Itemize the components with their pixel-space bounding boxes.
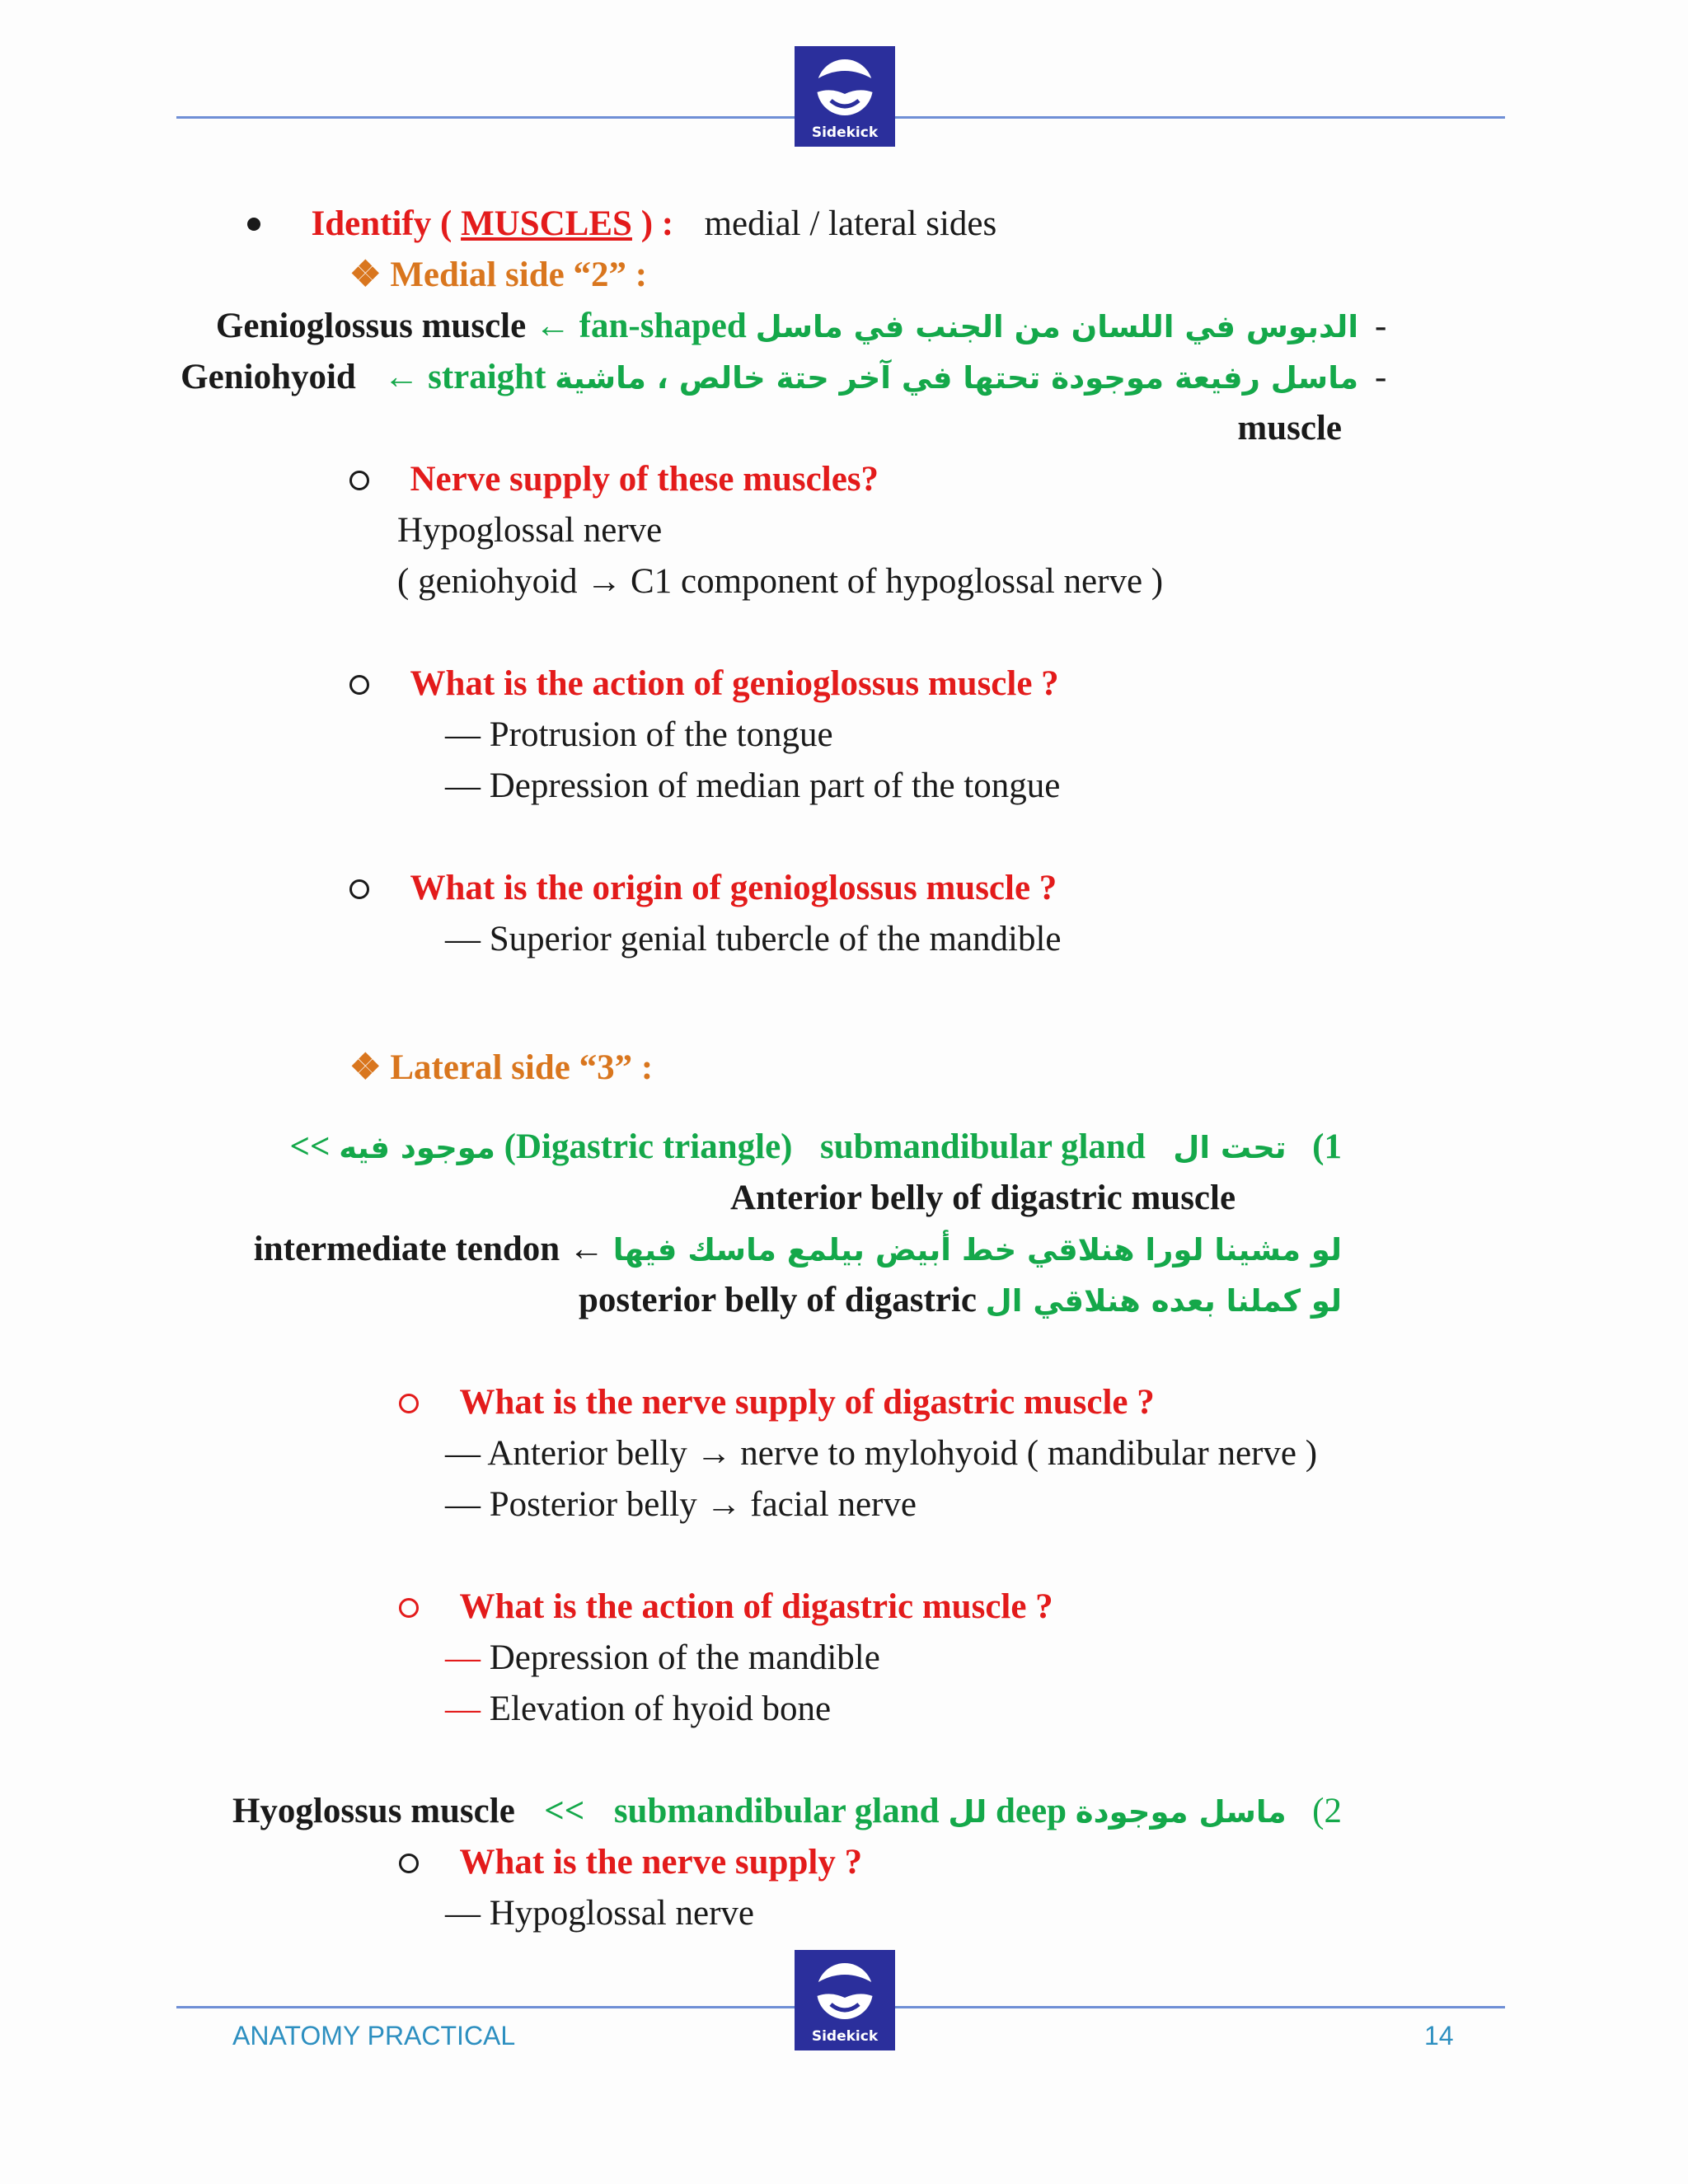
question-text: What is the nerve supply of digastric muscle ?	[459, 1383, 1155, 1422]
question-3	[349, 864, 1057, 913]
svg-text:Sidekick: Sidekick	[811, 124, 879, 141]
footer-title: ANATOMY PRACTICAL	[232, 2021, 516, 2050]
answer-3a: — Superior genial tubercle of the mandible	[445, 920, 1062, 958]
muscles-label: MUSCLES	[461, 204, 632, 243]
answer-1a: Hypoglossal nerve	[397, 511, 663, 550]
fan-shaped-label: fan-shaped	[579, 307, 747, 345]
question-text: What is the nerve supply ?	[459, 1843, 863, 1882]
genioglossus-line	[216, 302, 1358, 352]
answer-6a: — Hypoglossal nerve	[445, 1894, 754, 1933]
medial-heading	[349, 251, 647, 300]
arabic-note-7: لل	[948, 1794, 987, 1830]
arrow-left-icon: ←	[534, 307, 570, 345]
lateral-heading	[349, 1043, 653, 1093]
question-text: What is the origin of genioglossus muscle ?	[410, 869, 1057, 907]
circle-bullet-icon	[349, 471, 369, 490]
circle-bullet-icon	[399, 1854, 419, 1873]
circle-bullet-icon	[399, 1394, 419, 1413]
medial-heading-text: Medial side “2” :	[390, 255, 648, 294]
item-number: (1	[1312, 1127, 1342, 1166]
identify-end: ) :	[640, 204, 674, 243]
intro-line	[247, 199, 996, 249]
submandibular-gland-label: submandibular gland	[613, 1792, 940, 1830]
page-number: 14	[1424, 2021, 1454, 2050]
item-number: (2	[1312, 1792, 1342, 1830]
question-5	[399, 1582, 1053, 1632]
arabic-note-2: ماسل رفيعة موجودة تحتها في آخر حتة خالص ، ماشية	[555, 360, 1358, 396]
diamond-bullet-icon: ❖	[349, 1048, 382, 1087]
circle-bullet-icon	[349, 675, 369, 695]
posterior-belly-label: posterior belly of digastric	[579, 1281, 977, 1319]
arrow-left-icon: ←	[383, 358, 420, 396]
muscle-continuation: muscle	[1237, 409, 1342, 448]
question-6	[399, 1838, 862, 1887]
answer-5b	[445, 1685, 831, 1734]
straight-label: straight	[428, 358, 546, 396]
deep-label: deep	[996, 1792, 1067, 1830]
answer-1b: ( geniohyoid → C1 component of hypoglossal nerve )	[397, 562, 1164, 601]
dash-2: -	[1375, 358, 1387, 396]
answer-4b: — Posterior belly → facial nerve	[445, 1485, 917, 1524]
sidekick-logo-footer	[795, 1950, 895, 2050]
posterior-belly-line	[579, 1276, 1342, 1326]
hyoglossus-label: Hyoglossus muscle	[232, 1792, 515, 1830]
question-text: What is the action of digastric muscle ?	[459, 1587, 1053, 1626]
mask-face-icon	[795, 1950, 895, 2050]
circle-bullet-icon	[349, 879, 369, 899]
double-arrow-icon: <<	[544, 1792, 585, 1830]
question-text: What is the action of genioglossus muscle ?	[410, 664, 1059, 703]
arabic-note-8: ماسل موجودة	[1075, 1794, 1287, 1830]
submandibular-gland-label: submandibular gland	[819, 1127, 1146, 1166]
question-2	[349, 659, 1059, 709]
geniohyoid-label: Geniohyoid	[181, 358, 356, 396]
genioglossus-label: Genioglossus muscle	[215, 307, 527, 345]
answer-text: Depression of the mandible	[489, 1638, 880, 1677]
arabic-note-1: الدبوس في اللسان من الجنب في ماسل	[755, 309, 1358, 344]
diamond-bullet-icon: ❖	[349, 255, 382, 294]
arabic-note-5: لو مشينا لورا هنلاقي خط أبيض بيلمع ماسك فيها	[612, 1232, 1342, 1268]
lateral-item-1	[290, 1122, 1343, 1173]
arabic-note-3: موجود فيه	[339, 1130, 495, 1165]
bullet-icon	[247, 218, 260, 231]
question-1	[349, 455, 879, 504]
question-text: Nerve supply of these muscles?	[410, 460, 879, 499]
answer-text: Elevation of hyoid bone	[489, 1690, 832, 1728]
answer-2b: — Depression of median part of the tongue	[445, 766, 1061, 805]
lateral-item-2	[232, 1787, 1342, 1837]
digastric-triangle-label: (Digastric triangle)	[504, 1127, 793, 1166]
arabic-note-4: تحت ال	[1173, 1130, 1287, 1165]
answer-5a	[445, 1633, 880, 1683]
sidekick-logo	[795, 46, 895, 147]
circle-bullet-icon	[399, 1598, 419, 1618]
red-dash: —	[445, 1638, 481, 1677]
identify-label: Identify (	[311, 204, 452, 243]
geniohyoid-line	[181, 353, 1358, 403]
lateral-heading-text: Lateral side “3” :	[390, 1048, 654, 1087]
answer-4a: — Anterior belly → nerve to mylohyoid ( mandibular nerve )	[445, 1434, 1318, 1473]
mask-face-icon	[795, 46, 895, 147]
double-arrow-icon: <<	[289, 1127, 331, 1166]
intermediate-tendon-line	[254, 1225, 1342, 1275]
question-4	[399, 1378, 1155, 1427]
svg-text:Sidekick: Sidekick	[811, 2028, 879, 2045]
red-dash: —	[445, 1690, 481, 1728]
sides-text: medial / lateral sides	[704, 204, 997, 243]
arabic-note-6: لو كملنا بعده هنلاقي ال	[985, 1283, 1342, 1319]
intermediate-tendon-label: intermediate tendon	[253, 1230, 560, 1268]
answer-2a: — Protrusion of the tongue	[445, 715, 833, 754]
arrow-left-icon: ←	[568, 1230, 604, 1268]
anterior-belly-line: Anterior belly of digastric muscle	[730, 1179, 1236, 1217]
dash-1: -	[1375, 307, 1387, 345]
